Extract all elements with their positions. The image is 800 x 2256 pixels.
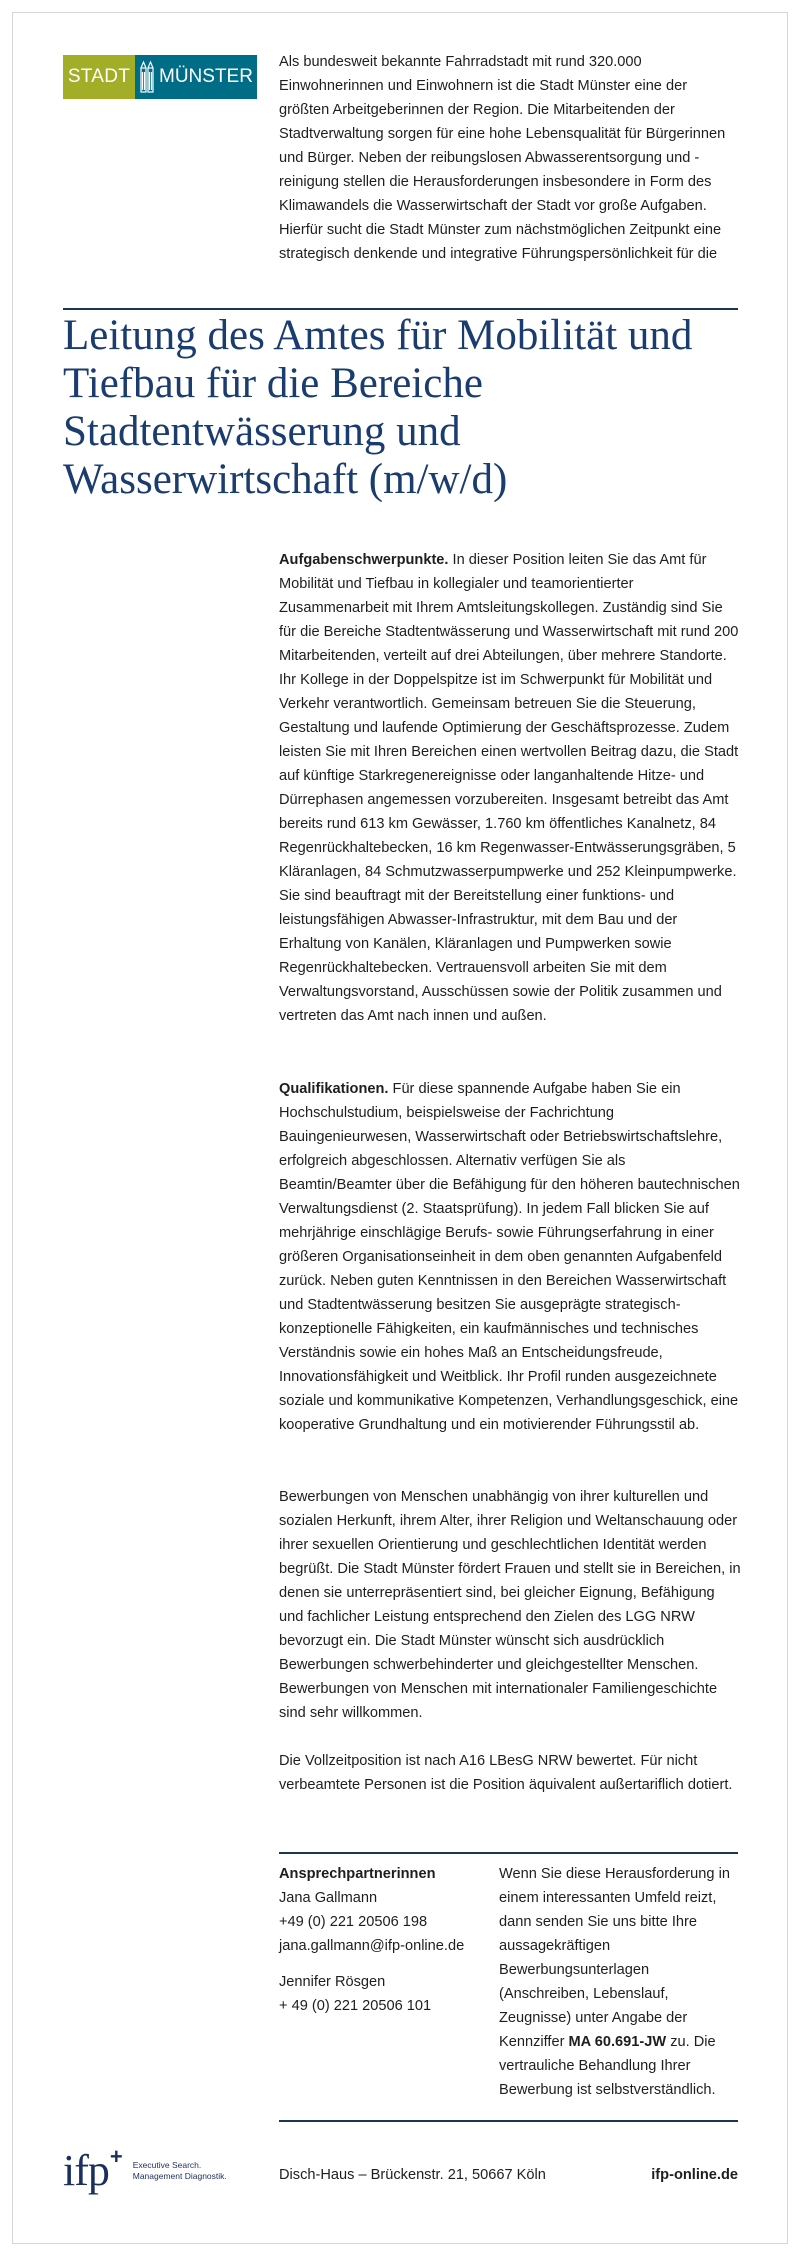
diversity-paragraph: Bewerbungen von Menschen unabhängig von ihrer kulturellen und sozialen Herkunft, ihrem Alter, ihrer Religion und Weltanschauung oder ihrer sexuellen Orientierung und geschlechtlichen Identität werden begrüßt. Die Stadt Münster fördert Frauen und stellt sie in Bereichen, in denen sie unterrepräsentiert sind, bei gleicher Eignung, Befähigung und fachlicher Leistung entsprechend den Zielen des LGG NRW bevorzugt ein. Die Stadt Münster wünscht sich ausdrücklich Bewerbungen schwerbehinderter und gleichgestellter Menschen. Bewerbungen von Menschen mit internationaler Familiengeschichte sind sehr willkommen. — [279, 1489, 741, 1721]
ifp-logo — [63, 2145, 263, 2197]
ifp-tagline — [133, 2160, 227, 2182]
contact-phone-1[interactable]: +49 (0) 221 20506 198 — [279, 1914, 428, 1930]
footer-address: Disch-Haus – Brückenstr. 21, 50667 Köln — [279, 2167, 546, 2183]
tasks-heading: Aufgabenschwerpunkte. — [279, 552, 449, 568]
contact-block — [279, 1862, 489, 2018]
stadt-muenster-logo — [63, 55, 257, 99]
job-title: Leitung des Amtes für Mobilität und Tiefbau für die Bereiche Stadtentwässerung und Wasserwirtschaft (m/w/d) — [63, 312, 693, 503]
contact-email-1[interactable]: jana.gallmann@ifp-online.de — [279, 1938, 465, 1954]
contact-phone-2[interactable]: + 49 (0) 221 20506 101 — [279, 1998, 432, 2014]
footer-website-link[interactable]: ifp-online.de — [651, 2167, 738, 2183]
ifp-tagline-2: Management Diagnostik. — [132, 2171, 227, 2181]
apply-text-before: Wenn Sie diese Herausforderung in einem interessanten Umfeld reizt, dann senden Sie uns bitte Ihre aussagekräftigen Bewerbungsunterlagen (Anschreiben, Lebenslauf, Zeugnisse) unter Angabe der Kennziffer — [499, 1866, 730, 2050]
intro-paragraph: Als bundesweit bekannte Fahrradstadt mit rund 320.000 Einwohnerinnen und Einwohnern ist die Stadt Münster eine der größten Arbeitgeberinnen der Region. Die Mitarbeitenden der Stadtverwaltung sorgen für eine hohe Lebensqualität für Bürgerinnen und Bürger. Neben der reibungslosen Abwasserentsorgung und -reinigung stellen die Herausforderungen insbesondere in Form des Klimawandels die Wasserwirtschaft der Stadt vor große Aufgaben. Hierfür sucht die Stadt Münster zum nächstmöglichen Zeitpunkt eine strategisch denkende und integrative Führungspersönlichkeit für die — [279, 54, 726, 262]
contact-name-1: Jana Gallmann — [279, 1890, 378, 1906]
contact-name-2: Jennifer Rösgen — [279, 1974, 386, 1990]
ifp-logo-plus: + — [109, 2144, 123, 2169]
logo-muenster-text: MÜNSTER — [159, 66, 253, 87]
salary-paragraph: Die Vollzeitposition ist nach A16 LBesG NRW bewertet. Für nicht verbeamtete Personen ist die Position äquivalent außertariflich dotiert. — [279, 1753, 733, 1793]
qualifications-paragraph — [279, 1077, 741, 1437]
cathedral-icon — [139, 60, 155, 94]
logo-stadt: STADT — [63, 55, 135, 99]
divider-top — [63, 308, 738, 310]
tasks-text: In dieser Position leiten Sie das Amt für Mobilität und Tiefbau in kollegialer und teamorientierter Zusammenarbeit mit Ihrem Amtsleitungskollegen. Zuständig sind Sie für die Bereiche Stadtentwässerung und Wasserwirtschaft mit rund 200 Mitarbeitenden, verteilt auf drei Abteilungen, über mehrere Standorte. Ihr Kollege in der Doppelspitze ist im Schwerpunkt für Mobilität und Verkehr verantwortlich. Gemeinsam betreuen Sie die Steuerung, Gestaltung und laufende Optimierung der Geschäftsprozesse. Zudem leisten Sie mit Ihren Bereichen einen wertvollen Beitrag dazu, die Stadt auf künftige Starkregenereignisse oder langanhaltende Hitze- und Dürrephasen angemessen vorzubereiten. Insgesamt betreibt das Amt bereits rund 613 km Gewässer, 1.760 km öffentliches Kanalnetz, 84 Regenrückhaltebecken, 16 km Regenwasser-Entwässerungsgräben, 5 Kläranlagen, 84 Schmutzwasserpumpwerke und 252 Kleinpumpwerke. Sie sind beauftragt mit der Bereitstellung einer funktions- und leistungsfähigen Abwasser-Infrastruktur, mit dem Bau und der Erhaltung von Kanälen, Kläranlagen und Pumpwerken sowie Regenrückhaltebecken. Vertrauensvoll arbeiten Sie mit dem Verwaltungsvorstand, Ausschüssen sowie der Politik zusammen und vertreten das Amt nach innen und außen. — [279, 552, 739, 1024]
apply-text-after: zu. Die vertrauliche Behandlung Ihrer Bewerbung ist selbstverständlich. — [499, 2034, 716, 2098]
apply-paragraph — [499, 1862, 739, 2102]
qualifications-text: Für diese spannende Aufgabe haben Sie ein Hochschulstudium, beispielsweise der Fachrichtung Bauingenieurwesen, Wasserwirtschaft oder Betriebswirtschaftslehre, erfolgreich abgeschlossen. Alternativ verfügen Sie als Beamtin/Beamter über die Befähigung für den höheren bautechnischen Verwaltungsdienst (2. Staatsprüfung). In jedem Fall blicken Sie auf mehrjährige einschlägige Berufs- sowie Führungserfahrung in einer größeren Organisationseinheit in dem oben genannten Aufgabenfeld zurück. Neben guten Kenntnissen in den Bereichen Wasserwirtschaft und Stadtentwässerung besitzen Sie ausgeprägte strategisch-konzeptionelle Fähigkeiten, ein kaufmännisches und technisches Verständnis sowie ein hohes Maß an Entscheidungsfreude, Innovationsfähigkeit und Weitblick. Ihr Profil runden ausgezeichnete soziale und kommunikative Kompetenzen, Verhandlungsgeschick, eine kooperative Grundhaltung und ein motivierender Führungsstil ab. — [279, 1081, 740, 1433]
ifp-tagline-1: Executive Search. — [132, 2160, 202, 2170]
contact-heading: Ansprechpartnerinnen — [279, 1866, 436, 1882]
divider-contact — [279, 1852, 738, 1854]
logo-muenster — [135, 55, 257, 99]
qualifications-heading: Qualifikationen. — [279, 1081, 389, 1097]
reference-number: MA 60.691-JW — [568, 2034, 667, 2050]
divider-footer — [279, 2120, 738, 2122]
ifp-logo-word: ifp — [63, 2146, 109, 2195]
tasks-paragraph — [279, 548, 741, 1028]
